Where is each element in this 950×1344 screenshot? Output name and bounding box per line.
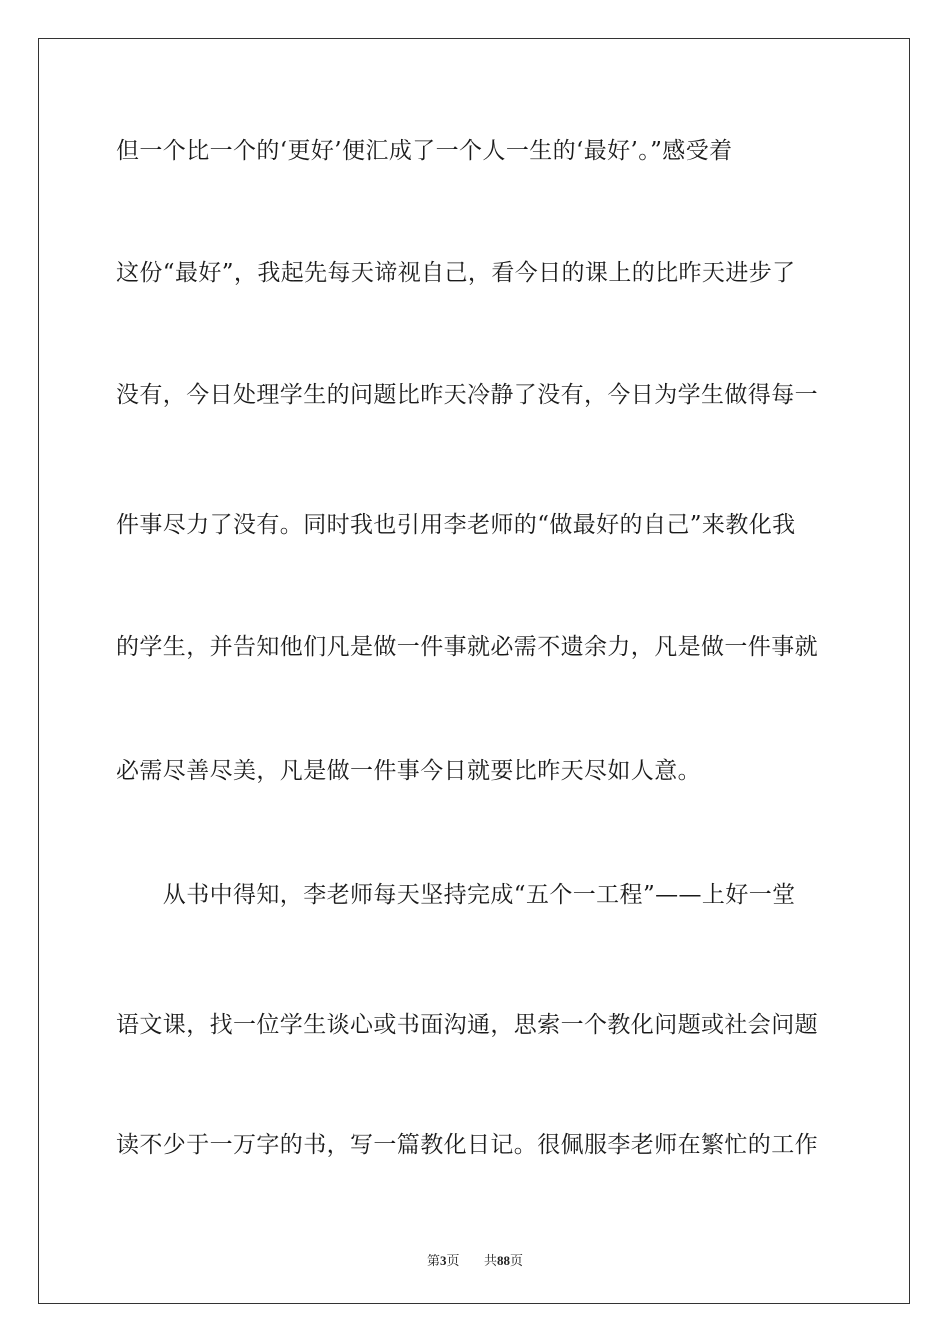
- body-line-2: 这份“最好”，我起先每天谛视自己，看今日的课上的比昨天进步了: [116, 260, 796, 286]
- body-line-8: 语文课，找一位学生谈心或书面沟通，思索一个教化问题或社会问题: [116, 1012, 818, 1038]
- body-line-5: 的学生，并告知他们凡是做一件事就必需不遗余力，凡是做一件事就: [116, 634, 818, 660]
- total-suffix: 页: [510, 1253, 524, 1268]
- body-line-9: 读不少于一万字的书，写一篇教化日记。很佩服李老师在繁忙的工作: [116, 1132, 818, 1158]
- page-number: 3: [439, 1253, 447, 1268]
- total-pages: 88: [497, 1253, 511, 1268]
- body-line-1: 但一个比一个的‘更好’便汇成了一个人一生的‘最好’。”感受着: [116, 138, 733, 164]
- page-border: [38, 38, 910, 1304]
- page-prefix: 第: [426, 1253, 440, 1268]
- body-line-3: 没有，今日处理学生的问题比昨天冷静了没有，今日为学生做得每一: [116, 382, 818, 408]
- body-line-6: 必需尽善尽美，凡是做一件事今日就要比昨天尽如人意。: [116, 758, 701, 784]
- page-suffix: 页: [446, 1253, 460, 1268]
- body-line-7: 从书中得知，李老师每天坚持完成“五个一工程”——上好一堂: [116, 882, 796, 908]
- total-prefix: 共: [484, 1253, 498, 1268]
- page-footer: [0, 1250, 950, 1269]
- body-line-4: 件事尽力了没有。同时我也引用李老师的“做最好的自己”来教化我: [116, 512, 796, 538]
